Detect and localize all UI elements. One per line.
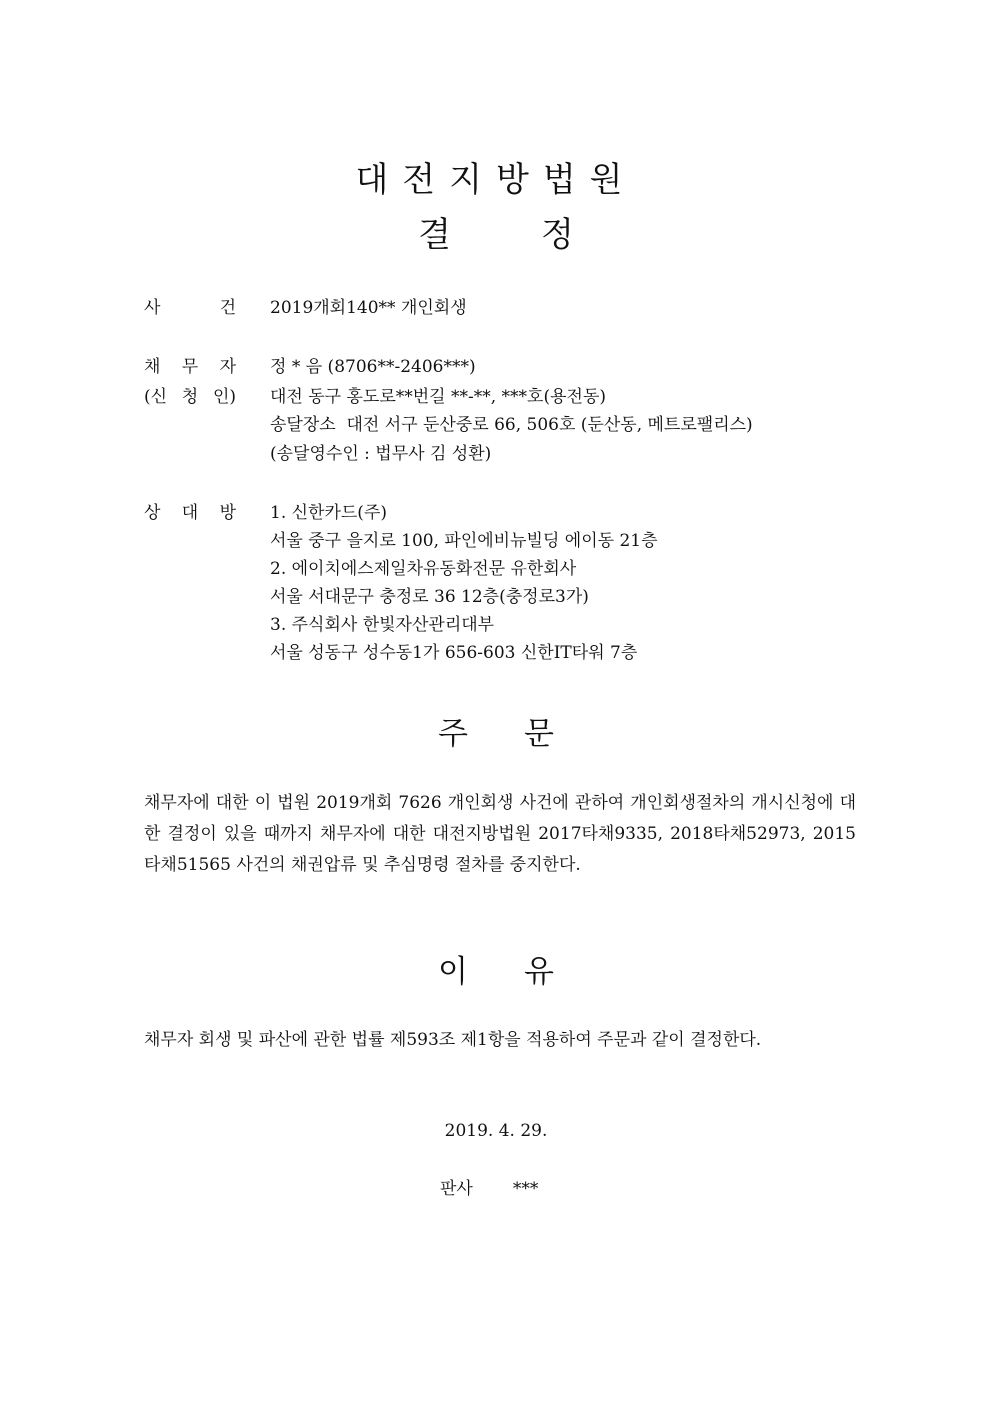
judge-title: 판사 [440, 1179, 473, 1199]
opponent-2-name: 2. 에이치에스제일차유동화전문 유한회사 [270, 559, 577, 579]
debtor-address: 대전 동구 홍도로**번길 **-**, ***호(용전동) [270, 387, 607, 407]
document-type-char-2: 정 [541, 215, 574, 255]
decision-date: 2019. 4. 29. [444, 1121, 548, 1141]
service-address: 송달장소 대전 서구 둔산중로 66, 506호 (둔산동, 메트로팰리스) [270, 415, 753, 435]
opponent-1-name: 1. 신한카드(주) [270, 503, 387, 523]
document-type-title [0, 213, 992, 257]
opponent-3-address: 서울 성동구 성수동1가 656-603 신한IT타워 7층 [270, 643, 638, 663]
debtor-name: 정 * 음 (8706**-2406***) [270, 357, 476, 377]
case-label: 사 건 [144, 298, 236, 318]
opponent-1-address: 서울 중구 을지로 100, 파인에비뉴빌딩 에이동 21층 [270, 531, 658, 551]
court-name: 대전지방법원 [355, 160, 637, 200]
document-type-char-1: 결 [418, 215, 451, 255]
applicant-label: (신 청 인) [144, 387, 236, 407]
reason-text: 채무자 회생 및 파산에 관한 법률 제593조 제1항을 적용하여 주문과 같이 결정한다. [144, 1030, 762, 1050]
reason-heading: 이 유 [438, 954, 554, 990]
order-text: 채무자에 대한 이 법원 2019개회 7626 개인회생 사건에 관하여 개인회생절차의 개시신청에 대한 결정이 있을 때까지 채무자에 대한 대전지방법원 2017타채9335, 2018타채52973, 2015타채51565 사건의 채권압류 및 추심명령 절차를 중지한다. [144, 793, 856, 875]
judge-signature-line [440, 1178, 538, 1200]
judge-name: *** [512, 1179, 539, 1199]
order-heading: 주 문 [438, 716, 554, 752]
case-number: 2019개회140** 개인회생 [270, 298, 467, 318]
opponents-label: 상 대 방 [144, 503, 236, 523]
debtor-label: 채 무 자 [144, 357, 236, 377]
service-recipient: (송달영수인 : 법무사 김 성환) [270, 444, 492, 464]
opponent-3-name: 3. 주식회사 한빛자산관리대부 [270, 615, 495, 635]
opponent-2-address: 서울 서대문구 충정로 36 12층(충정로3가) [270, 587, 589, 607]
